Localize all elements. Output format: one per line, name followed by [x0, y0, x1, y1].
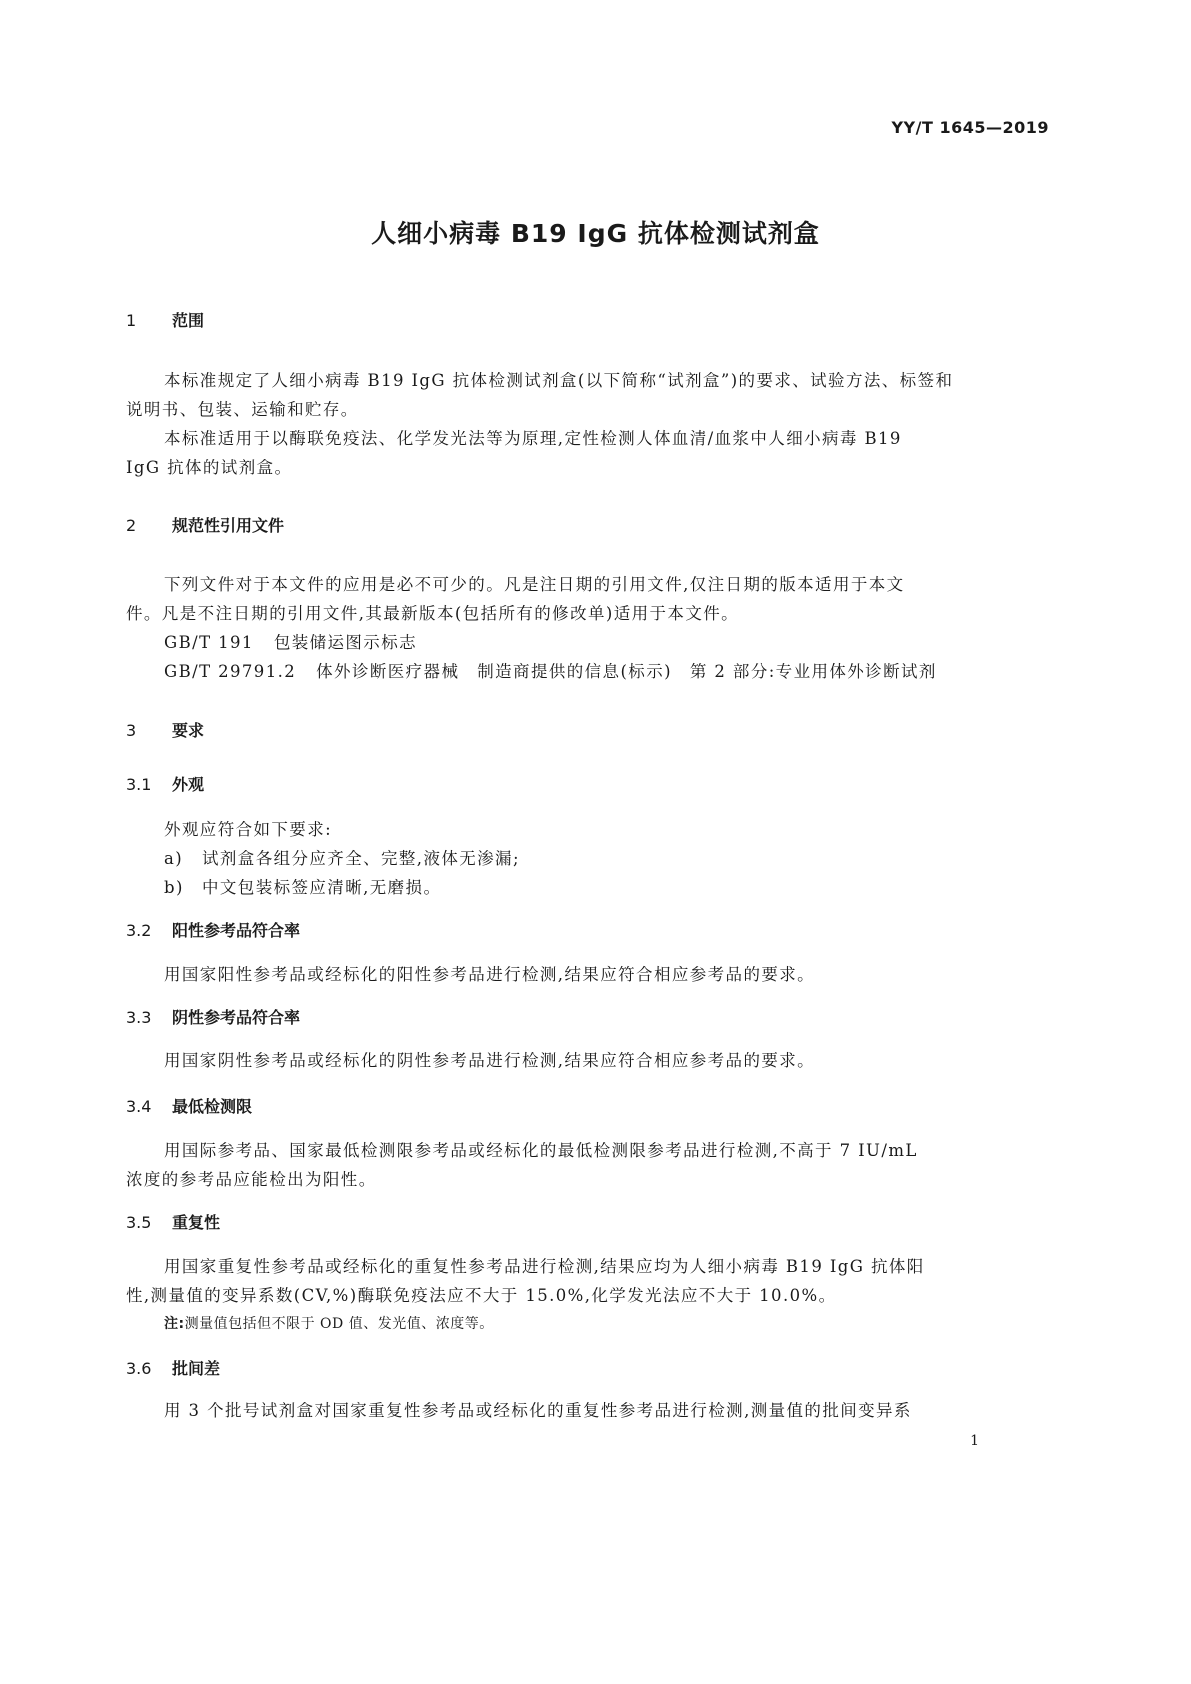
section-number: 3.5: [126, 1213, 152, 1232]
reference-code: GB/T 191: [164, 633, 254, 652]
note-label: 注:: [164, 1316, 185, 1332]
paragraph-line: 用国家阴性参考品或经标化的阴性参考品进行检测,结果应符合相应参考品的要求。: [164, 1051, 816, 1070]
note: [164, 1313, 494, 1333]
section-3-5-heading: [126, 1210, 220, 1233]
section-number: 3.1: [126, 775, 152, 794]
reference-code: GB/T 29791.2: [164, 662, 297, 681]
section-3-4-heading: [126, 1094, 252, 1117]
list-item-text: 试剂盒各组分应齐全、完整,液体无渗漏;: [202, 849, 520, 868]
note-text: 测量值包括但不限于 OD 值、发光值、浓度等。: [184, 1316, 494, 1332]
section-3-1-heading: [126, 772, 204, 795]
list-item-label: a): [164, 849, 184, 868]
list-item: [164, 874, 441, 898]
section-number: 3.6: [126, 1359, 152, 1378]
paragraph-line: 用国际参考品、国家最低检测限参考品或经标化的最低检测限参考品进行检测,不高于 7 IU/mL: [164, 1141, 918, 1160]
list-item: [164, 845, 520, 869]
section-2-heading: [126, 513, 284, 536]
paragraph-line: 浓度的参考品应能检出为阳性。: [126, 1170, 377, 1189]
section-number: 3.3: [126, 1008, 152, 1027]
section-title: 阳性参考品符合率: [172, 921, 301, 940]
list-item-text: 中文包装标签应清晰,无磨损。: [202, 878, 442, 897]
paragraph-line: 性,测量值的变异系数(CV,%)酶联免疫法应不大于 15.0%,化学发光法应不大于 10.0%。: [126, 1286, 837, 1305]
section-title: 要求: [172, 721, 205, 740]
list-item-label: b): [164, 878, 184, 897]
paragraph-line: 说明书、包装、运输和贮存。: [126, 400, 359, 419]
paragraph-line: 用国家阳性参考品或经标化的阳性参考品进行检测,结果应符合相应参考品的要求。: [164, 965, 816, 984]
paragraph-line: IgG 抗体的试剂盒。: [126, 458, 293, 477]
section-title: 范围: [172, 311, 205, 330]
reference-title: 包装储运图示标志: [273, 633, 418, 652]
section-title: 阴性参考品符合率: [172, 1008, 301, 1027]
paragraph-line: 本标准规定了人细小病毒 B19 IgG 抗体检测试剂盒(以下简称“试剂盒”)的要求、试验方法、标签和: [164, 371, 954, 390]
paragraph-line: 下列文件对于本文件的应用是必不可少的。凡是注日期的引用文件,仅注日期的版本适用于本文: [164, 575, 905, 594]
section-number: 3.4: [126, 1097, 152, 1116]
section-title: 重复性: [172, 1213, 221, 1232]
section-title: 外观: [172, 775, 205, 794]
paragraph-line: 用国家重复性参考品或经标化的重复性参考品进行检测,结果应均为人细小病毒 B19 IgG 抗体阳: [164, 1257, 925, 1276]
section-3-2-heading: [126, 918, 300, 941]
section-3-3-heading: [126, 1005, 300, 1028]
paragraph-line: 件。凡是不注日期的引用文件,其最新版本(包括所有的修改单)适用于本文件。: [126, 604, 740, 623]
section-title: 最低检测限: [172, 1097, 253, 1116]
section-number: 3: [126, 721, 137, 740]
paragraph-line: 外观应符合如下要求:: [164, 820, 333, 839]
standard-code: YY/T 1645—2019: [891, 118, 1049, 137]
section-3-heading: [126, 718, 204, 741]
paragraph-line: 本标准适用于以酶联免疫法、化学发光法等为原理,定性检测人体血清/血浆中人细小病毒 B19: [164, 429, 902, 448]
section-number: 3.2: [126, 921, 152, 940]
normative-reference: [164, 629, 417, 653]
reference-title: 体外诊断医疗器械 制造商提供的信息(标示) 第 2 部分:专业用体外诊断试剂: [316, 662, 937, 681]
section-number: 1: [126, 311, 137, 330]
section-title: 规范性引用文件: [172, 516, 285, 535]
paragraph-line: 用 3 个批号试剂盒对国家重复性参考品或经标化的重复性参考品进行检测,测量值的批间变异系: [164, 1401, 912, 1420]
normative-reference: [164, 658, 937, 682]
document-title: 人细小病毒 B19 IgG 抗体检测试剂盒: [371, 219, 820, 248]
section-1-heading: [126, 308, 204, 331]
page-number: 1: [970, 1433, 979, 1449]
section-3-6-heading: [126, 1356, 220, 1379]
section-number: 2: [126, 516, 137, 535]
section-title: 批间差: [172, 1359, 221, 1378]
